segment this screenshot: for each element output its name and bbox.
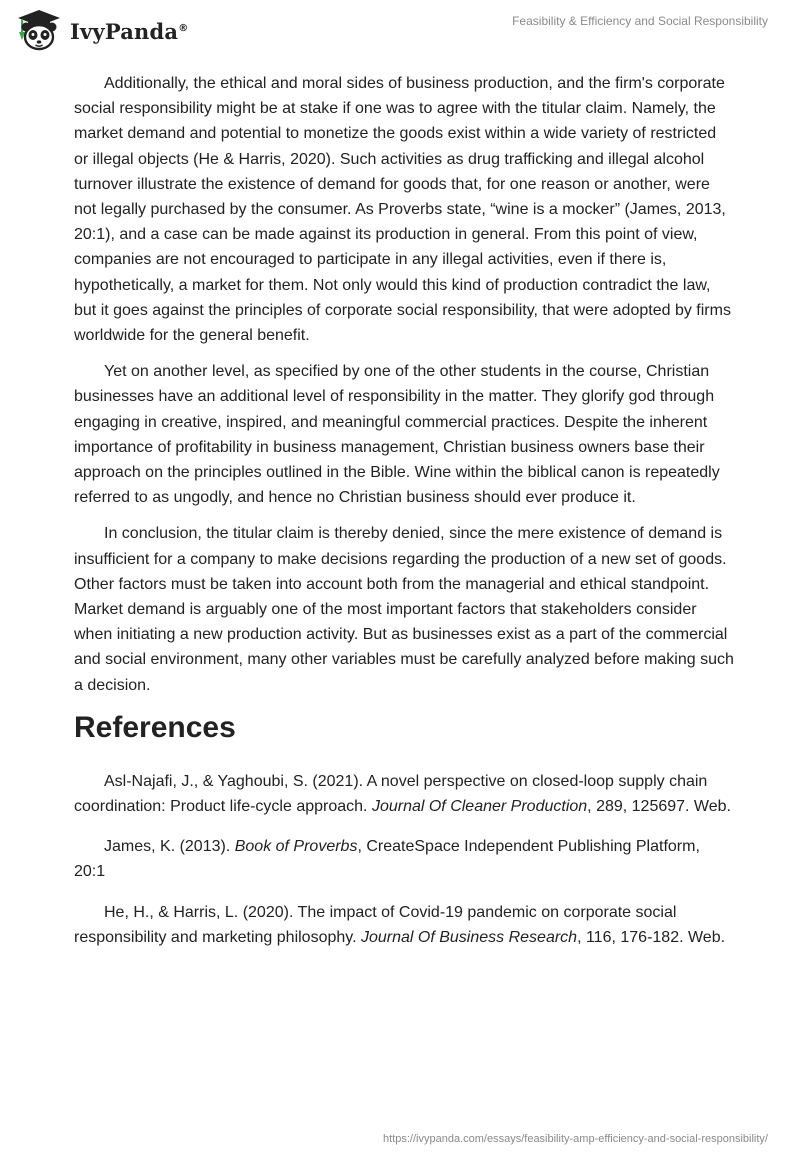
reference-text: Asl-Najafi, J., & Yaghoubi, S. (2021). A novel perspective on closed-loop supply chain coordination: Product life-cycle approach.	[74, 772, 708, 816]
essay-content	[74, 71, 734, 965]
reference-item	[74, 769, 734, 819]
reference-source: Journal Of Cleaner Production	[371, 798, 588, 816]
body-paragraph: Additionally, the ethical and moral sides of business production, and the firm's corporate social responsibility might be at stake if one was to agree with the titular claim. Namely, the market demand and potential to monetize the goods exist within a wide variety of restricted or illegal objects (He & Harris, 2020). Such activities as drug trafficking and illegal alcohol turnover illustrate the existence of demand for goods that, for one reason or another, were not legally purchased by the consumer. As Proverbs state, “wine is a mocker” (James, 2013, 20:1), and a case can be made against its production in general. From this point of view, companies are not encouraged to participate in any illegal activities, even if there is, hypothetically, a market for them. Not only would this kind of production contradict the law, but it goes against the principles of corporate social responsibility, that were adopted by firms worldwide for the general benefit.	[74, 75, 731, 345]
reference-item	[74, 900, 734, 950]
reference-text: He, H., & Harris, L. (2020). The impact of Covid-19 pandemic on corporate social responsibility and marketing philosophy.	[74, 903, 677, 946]
reference-details: , 116, 176-182. Web.	[577, 928, 726, 946]
panda-graduate-icon	[14, 8, 64, 52]
references-heading: References	[74, 710, 236, 744]
reference-source: Journal Of Business Research	[360, 928, 578, 946]
source-url[interactable]: https://ivypanda.com/essays/feasibility-amp-efficiency-and-social-responsibility/	[383, 1133, 768, 1145]
logo-wordmark: IvyPanda	[70, 18, 179, 44]
logo[interactable]	[14, 8, 188, 52]
logo-text	[70, 19, 188, 44]
reference-text: James, K. (2013).	[104, 838, 235, 856]
document-title: Feasibility & Efficiency and Social Responsibility	[512, 14, 768, 28]
reference-details: , CreateSpace Independent Publishing Platform, 20:1	[74, 838, 700, 881]
body-paragraph: Yet on another level, as specified by one of the other students in the course, Christian businesses have an additional level of responsibility in the matter. They glorify god through engaging in creative, inspired, and meaningful commercial practices. Despite the inherent importance of profitability in business management, Christian business owners base their approach on the principles outlined in the Bible. Wine within the biblical canon is repeatedly referred to as ungodly, and hence no Christian business should ever produce it.	[74, 363, 720, 507]
reference-source: Book of Proverbs	[234, 838, 358, 856]
reference-item	[74, 834, 734, 884]
reference-details: , 289, 125697. Web.	[587, 798, 731, 816]
registered-mark: ®	[178, 22, 189, 34]
body-paragraph: In conclusion, the titular claim is thereby denied, since the mere existence of demand is insufficient for a company to make decisions regarding the production of a new set of goods. Other factors must be taken into account both from the managerial and ethical standpoint. Market demand is arguably one of the most important factors that stakeholders consider when initiating a new production activity. But as businesses exist as a part of the commercial and social environment, many other variables must be carefully analyzed before making such a decision.	[74, 525, 734, 694]
page-header	[0, 0, 800, 64]
